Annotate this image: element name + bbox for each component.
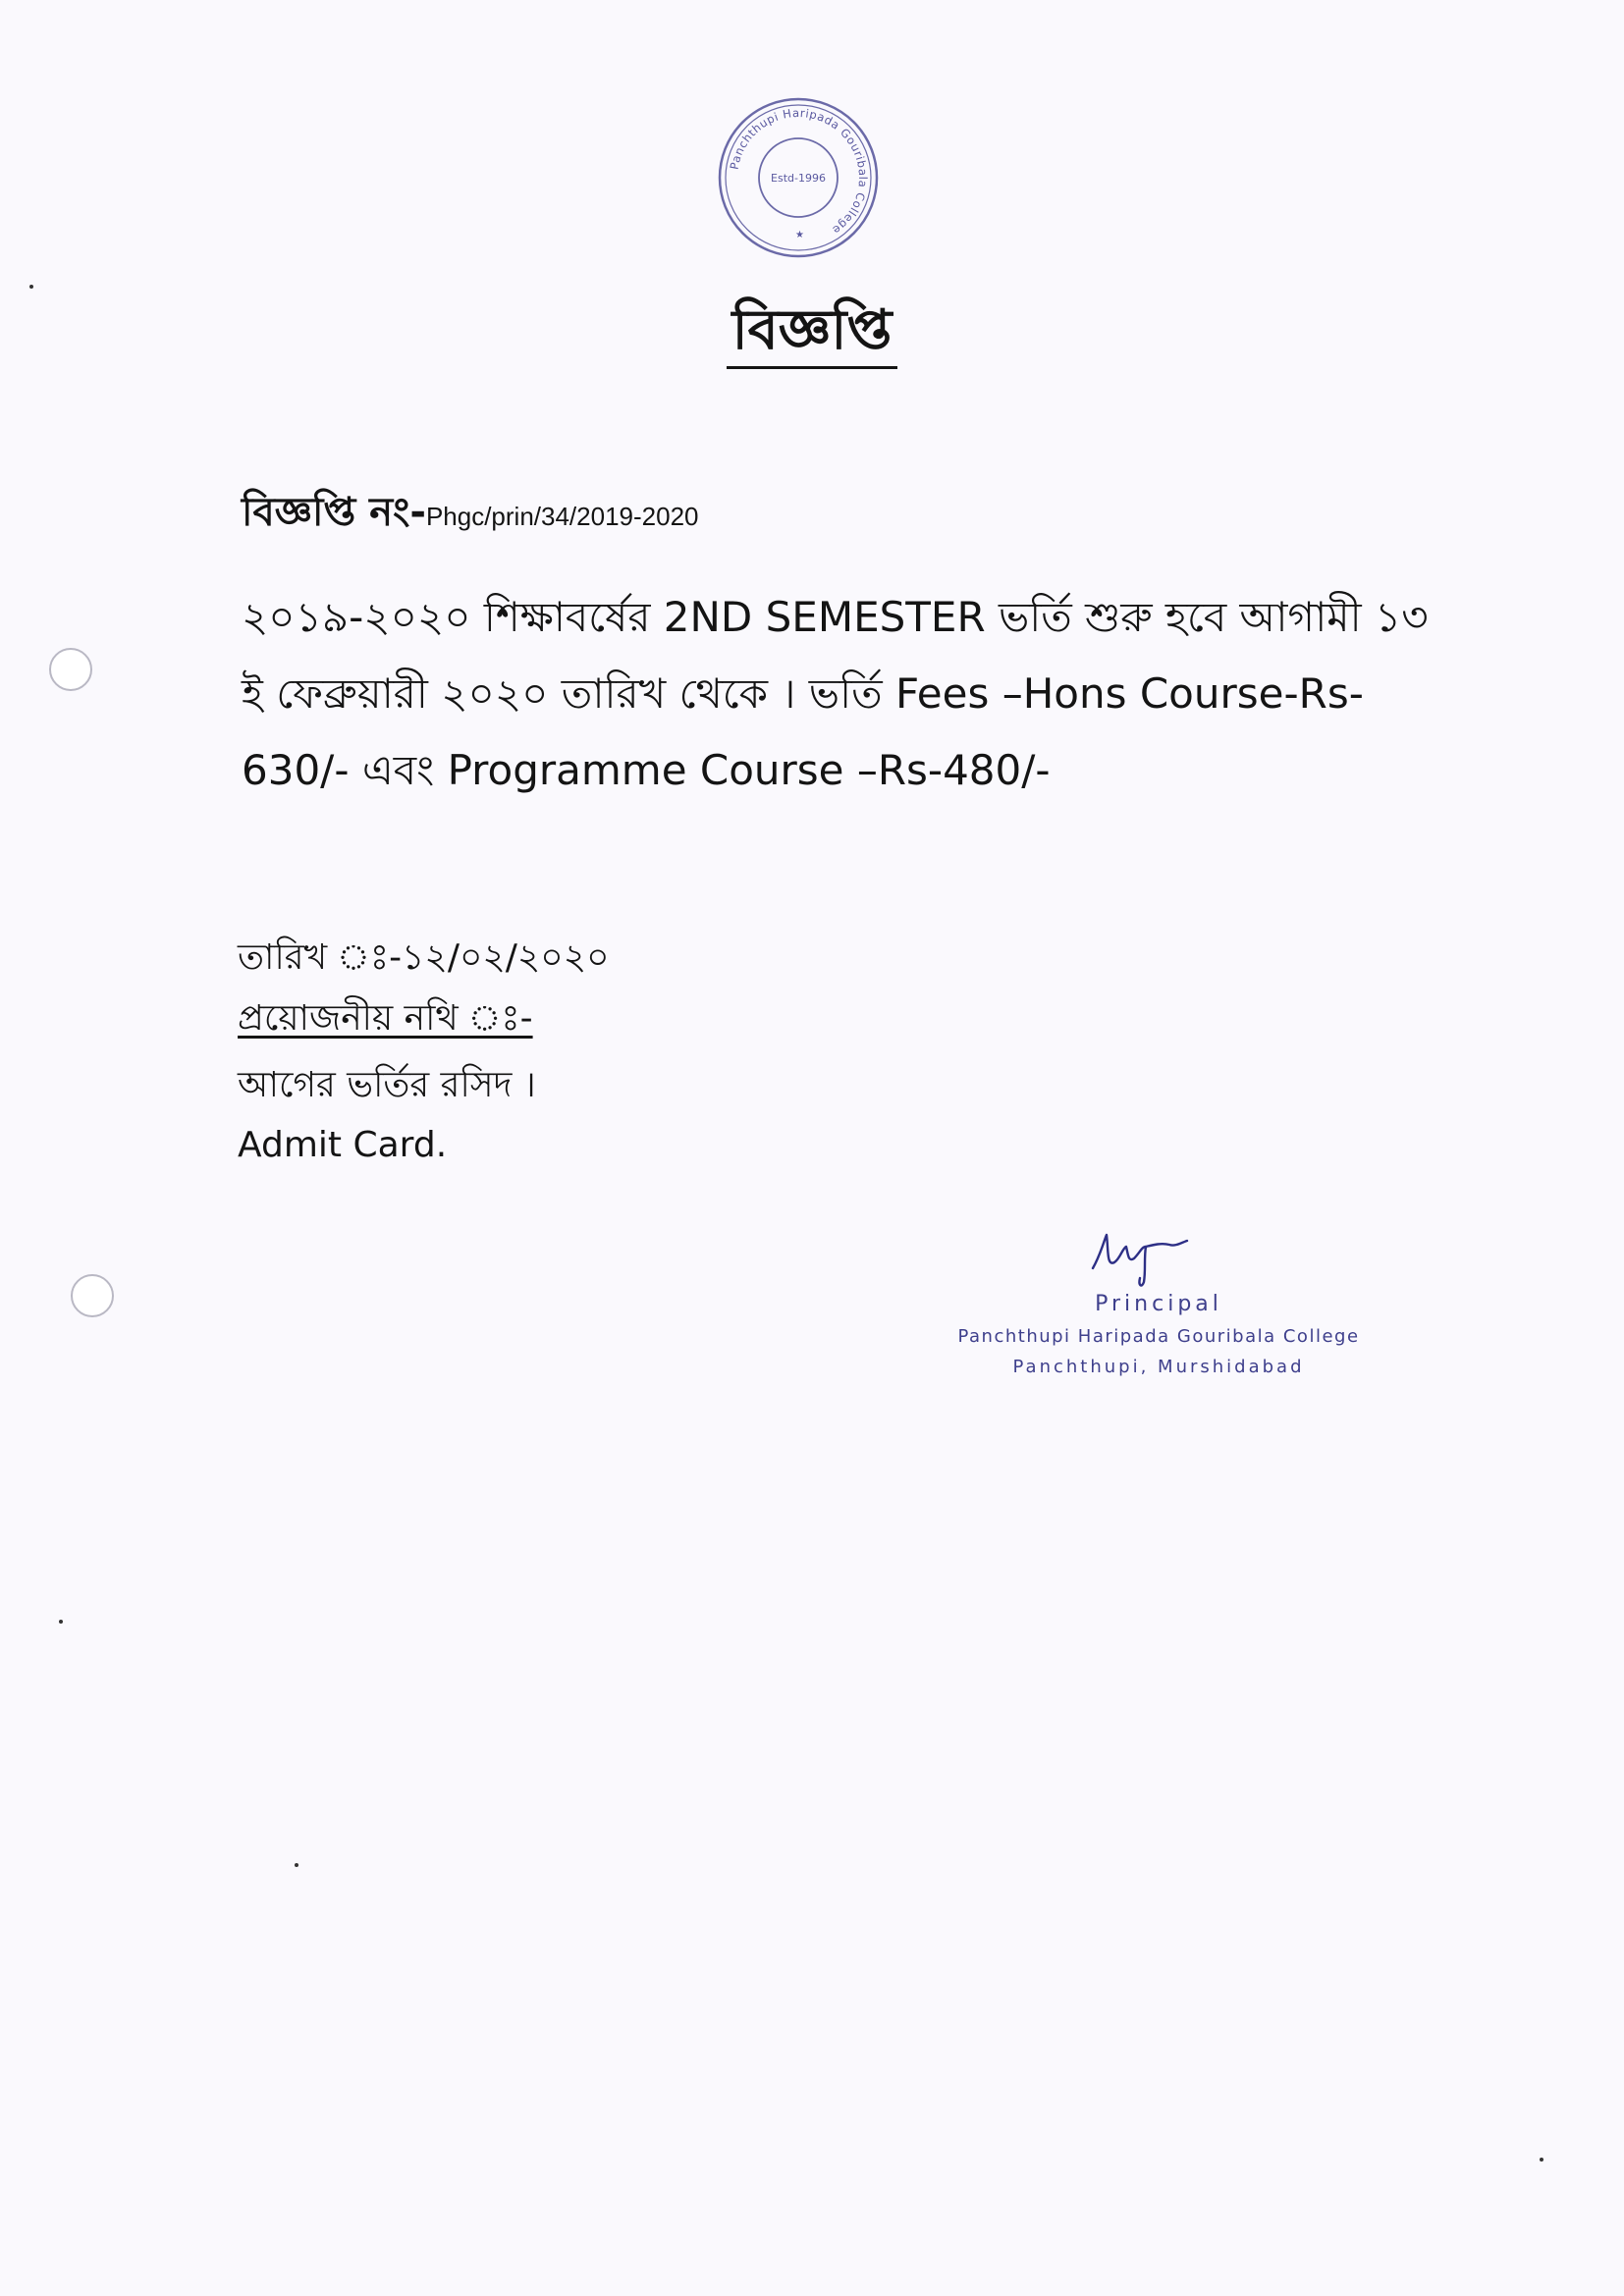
stamp-place: Panchthupi, Murshidabad bbox=[1012, 1357, 1305, 1377]
scan-speck bbox=[29, 285, 33, 289]
required-doc-item: আগের ভর্তির রসিদ । bbox=[238, 1065, 536, 1105]
notice-number bbox=[242, 481, 698, 547]
required-doc-item: Admit Card. bbox=[238, 1125, 448, 1165]
body-line-3: 630/- এবং Programme Course –Rs-480/- bbox=[242, 746, 1051, 794]
stamp-college: Panchthupi Haripada Gouribala College bbox=[957, 1326, 1360, 1347]
notice-heading-wrap bbox=[0, 299, 1624, 369]
seal-outer-text: Panchthupi Haripada Gouribala College bbox=[727, 105, 871, 238]
notice-date: তারিখ ঃ-১২/০২/২০২০ bbox=[238, 937, 610, 978]
body-line-1: ২০১৯-২০২০ শিক্ষাবর্ষের 2ND SEMESTER ভর্তি শুরু হবে আগামী ১৩ bbox=[242, 593, 1429, 641]
punch-hole-top bbox=[49, 648, 92, 691]
notice-heading: বিজ্ঞপ্তি bbox=[727, 299, 898, 369]
notice-number-label: বিজ্ঞপ্তি নং- bbox=[242, 490, 426, 535]
punch-hole-bottom bbox=[71, 1274, 114, 1317]
body-line-2: ই ফেব্রুয়ারী ২০২০ তারিখ থেকে । ভর্তি Fees –Hons Course-Rs- bbox=[242, 669, 1364, 718]
notice-number-code: Phgc/prin/34/2019-2020 bbox=[425, 502, 699, 531]
college-seal bbox=[715, 94, 882, 261]
scan-speck bbox=[295, 1863, 298, 1867]
notice-body bbox=[242, 579, 1483, 809]
required-docs-heading: প্রয়োজনীয় নথি ঃ- bbox=[238, 998, 533, 1039]
principal-stamp bbox=[884, 1292, 1434, 1377]
stamp-title: Principal bbox=[1095, 1292, 1222, 1316]
svg-text:★: ★ bbox=[795, 230, 804, 240]
scan-speck bbox=[59, 1620, 63, 1624]
seal-inner-text: Estd-1996 bbox=[771, 172, 826, 185]
principal-signature bbox=[1085, 1225, 1193, 1294]
scan-speck bbox=[1540, 2158, 1543, 2162]
